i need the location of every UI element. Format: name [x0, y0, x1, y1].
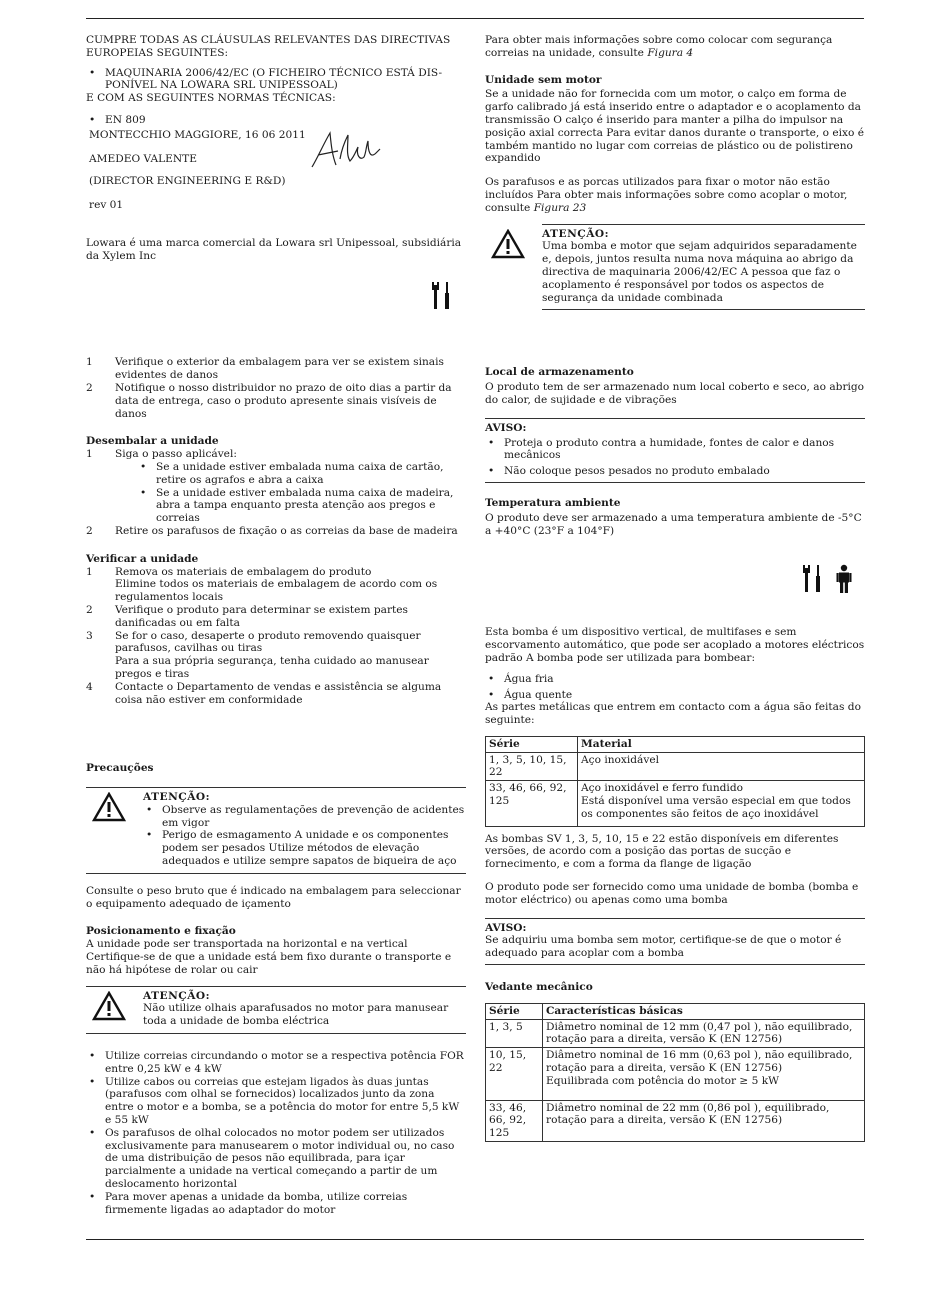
seal-table: [485, 1003, 865, 1142]
no-motor-text: Se a unidade não for fornecida com um motor, o calço em forma de garfo calibrado já está inserido entre o adaptador e o acoplamento da transmissão O calço é inserido para manter a pilha do impulsor na posição axial correcta Para evitar danos durante o transporte, o eixo é também mantido no lugar com correias de plástico ou de polistireno expandido: [485, 88, 864, 165]
list-item: 1 Remova os materiais de embalagem do produto Elimine todos os materiais de embalagem de acordo com os regulamentos locais: [86, 565, 438, 604]
unpack-sub-list: [115, 461, 466, 525]
table-cell: Diâmetro nominal de 12 mm (0,47 pol ), não equilibrado, rotação para a direita, versão K (EN 12756): [543, 1019, 865, 1048]
list-item: 3 Se for o caso, desaperte o produto removendo quaisquer parafusos, cavilhas ou tiras Para a sua própria segurança, tenha cuidado ao manusear pregos e tiras: [86, 629, 429, 680]
revision: rev 01: [89, 198, 124, 211]
warning-label: ATENÇÃO:: [542, 227, 610, 240]
place-date: MONTECCHIO MAGGIORE, 16 06 2011: [89, 128, 306, 141]
storage-text: O produto tem de ser armazenado num local coberto e seco, ao abrigo do calor, de sujidade e de vibrações: [485, 381, 865, 406]
table-row: [486, 1048, 865, 1100]
table-header-row: [486, 1003, 865, 1019]
lifting-list: [86, 1050, 466, 1216]
inspection-steps: [86, 356, 466, 420]
directive-list: [86, 67, 466, 93]
warning-item: • Perigo de esmagamento A unidade e os componentes podem ser pesados Utilize métodos de elevação adequados e utilize sempre sapatos de biqueira de aço: [143, 829, 466, 867]
table-cell: Diâmetro nominal de 22 mm (0,86 pol ), equilibrado, rotação para a direita, versão K (EN 12756): [543, 1100, 865, 1141]
table-header: Material: [578, 736, 865, 752]
table-cell: 33, 46, 66, 92, 125: [486, 1100, 543, 1141]
notice-label: AVISO:: [485, 921, 527, 934]
sub-item: • Se a unidade estiver embalada numa caixa de madeira, abra a tampa enquanto presta atenção aos pregos e correias: [137, 487, 466, 525]
seal-title: Vedante mecânico: [485, 981, 593, 994]
notice-item: • Não coloque pesos pesados no produto embalado: [485, 465, 865, 478]
list-item: 1 Siga o passo aplicável: • Se a unidade estiver embalada numa caixa de cartão, retire os agrafos e abra a caixa • Se a unidade estiver embalada numa caixa de madeira, abra a tampa enquanto presta atenção aos pregos e correias: [86, 448, 466, 525]
notice-label: AVISO:: [485, 421, 527, 434]
positioning-title: Posicionamento e fixação: [86, 925, 236, 938]
table-header: Série: [486, 1003, 543, 1019]
warning-box: [86, 787, 466, 874]
table-cell: 1, 3, 5, 10, 15, 22: [486, 752, 578, 781]
warning-label: ATENÇÃO:: [143, 989, 211, 1002]
sub-item: • Se a unidade estiver embalada numa caixa de cartão, retire os agrafos e abra a caixa: [137, 461, 466, 487]
list-item: 2 Retire os parafusos de fixação o as correias da base de madeira: [86, 524, 458, 537]
warning-list: [143, 804, 466, 868]
verify-title: Verificar a unidade: [86, 552, 199, 565]
belts-note: Para obter mais informações sobre como colocar com segurança correias na unidade, consulte Figura 4: [485, 34, 833, 59]
notice-item: • Proteja o produto contra a humidade, fontes de calor e danos mecânicos: [485, 437, 865, 463]
warning-text: Não utilize olhais aparafusados no motor para manusear toda a unidade de bomba eléctrica: [143, 1002, 449, 1028]
table-header-row: [486, 736, 865, 752]
supply-text: O produto pode ser fornecido como uma unidade de bomba (bomba e motor eléctrico) ou apenas como uma bomba: [485, 881, 859, 906]
table-header: Série: [486, 736, 578, 752]
storage-title: Local de armazenamento: [485, 366, 634, 379]
table-cell: Aço inoxidável e ferro fundido Está disponível uma versão especial em que todos os componentes são feitos de aço inoxidável: [578, 781, 865, 826]
pump-description: Esta bomba é um dispositivo vertical, de multifases e sem escorvamento automático, que pode ser acoplado a motores eléctricos padrão A bomba pode ser utilizada para bombear:: [485, 626, 865, 664]
top-rule: [86, 18, 864, 19]
table-header: Características básicas: [543, 1003, 865, 1019]
directive-item: • MAQUINARIA 2006/42/EC (O FICHEIRO TÉCNICO ESTÁ DIS-PONÍVEL NA LOWARA SRL UNIPESSOAL): [86, 67, 466, 93]
weight-note: Consulte o peso bruto que é indicado na embalagem para seleccionar o equipamento adequado de içamento: [86, 884, 461, 910]
table-row: [486, 1100, 865, 1141]
list-item: • Para mover apenas a unidade da bomba, utilize correias firmemente ligadas ao adaptador do motor: [86, 1191, 466, 1217]
temperature-title: Temperatura ambiente: [485, 496, 621, 509]
precautions-title: Precauções: [86, 762, 154, 775]
liquids-list: [485, 673, 865, 702]
warning-text: Uma bomba e motor que sejam adquiridos separadamente e, depois, juntos resulta numa nova máquina ao abrigo da directiva de maquinaria 2006/42/EC A pessoa que faz o acoplamento é responsável por todos os aspectos de segurança da unidade combinada: [542, 240, 857, 304]
norm-item: • EN 809: [86, 114, 466, 127]
temperature-text: O produto deve ser armazenado a uma temperatura ambiente de -5°C a +40°C (23°F a 104°F): [485, 511, 862, 537]
signatory-role: (DIRECTOR ENGINEERING E R&D): [89, 174, 286, 187]
warning-triangle-icon: [491, 229, 525, 259]
positioning-text: A unidade pode ser transportada na horizontal e na vertical Certifique-se de que a unidade está bem fixo durante o transporte e não há hipótese de rolar ou cair: [86, 938, 452, 976]
warning-box: [86, 986, 466, 1034]
signatory-name: AMEDEO VALENTE: [89, 152, 197, 165]
verify-steps: [86, 566, 466, 707]
warning-item: • Observe as regulamentações de prevenção de acidentes em vigor: [143, 804, 466, 830]
warning-triangle-icon: [92, 991, 126, 1021]
table-cell: Diâmetro nominal de 16 mm (0,63 pol ), não equilibrado, rotação para a direita, versão K (EN 12756) Equilibrada com potência do motor ≥ 5 kW: [543, 1048, 865, 1100]
table-cell: Aço inoxidável: [578, 752, 865, 781]
tools-icon: [802, 564, 824, 594]
list-item: 4 Contacte o Departamento de vendas e assistência se alguma coisa não estiver em conformidade: [86, 680, 442, 706]
table-row: [486, 781, 865, 826]
list-item: 1 Verifique o exterior da embalagem para ver se existem sinais evidentes de danos: [86, 356, 444, 382]
person-icon: [836, 564, 852, 594]
list-item: • Água fria: [485, 673, 865, 686]
norms-intro: E COM AS SEGUINTES NORMAS TÉCNICAS:: [86, 92, 336, 105]
tools-icon: [431, 281, 453, 315]
list-item: 2 Notifique o nosso distribuidor no prazo de oito dias a partir da data de entrega, caso o produto apresente sinais visíveis de danos: [86, 381, 452, 420]
declaration-intro: CUMPRE TODAS AS CLÁUSULAS RELEVANTES DAS DIRECTIVAS EUROPEIAS SEGUINTES:: [86, 34, 451, 59]
notice-box: [485, 418, 865, 483]
table-cell: 1, 3, 5: [486, 1019, 543, 1048]
list-item: 2 Verifique o produto para determinar se existem partes danificadas ou em falta: [86, 603, 408, 629]
material-table: [485, 736, 865, 827]
norm-list: [86, 114, 466, 127]
unpack-title: Desembalar a unidade: [86, 435, 219, 448]
brand-note: Lowara é uma marca comercial da Lowara srl Unipessoal, subsidiária da Xylem Inc: [86, 236, 462, 262]
signature-image: [310, 129, 382, 171]
list-item: • Os parafusos de olhal colocados no motor podem ser utilizados exclusivamente para manusearem o motor individual ou, no caso de uma distribuição de pesos não equilibrada, para içar parcialmente a unidade na vertical começando a partir de um deslocamento horizontal: [86, 1127, 466, 1191]
series-text: As bombas SV 1, 3, 5, 10, 15 e 22 estão disponíveis em diferentes versões, de acordo com a posição das portas de sucção e fornecimento, e com a forma da flange de ligação: [485, 832, 839, 871]
table-cell: 33, 46, 66, 92, 125: [486, 781, 578, 826]
list-item: • Utilize cabos ou correias que estejam ligados às duas juntas (parafusos com olhal se fornecidos) localizados junto da zona entre o motor e a bomba, se a potência do motor for entre 5,5 kW e 55 kW: [86, 1076, 466, 1127]
table-row: [486, 752, 865, 781]
bottom-rule: [86, 1239, 864, 1240]
list-item: • Utilize correias circundando o motor se a respectiva potência FOR entre 0,25 kW e 4 kW: [86, 1050, 466, 1076]
table-cell: 10, 15, 22: [486, 1048, 543, 1100]
notice-text: Se adquiriu uma bomba sem motor, certifique-se de que o motor é adequado para acoplar com a bomba: [485, 934, 842, 960]
warning-box: [542, 224, 865, 311]
notice-list: [485, 437, 865, 478]
unpack-steps: [86, 448, 466, 538]
right-column: [485, 34, 865, 1142]
screws-note: Os parafusos e as porcas utilizados para fixar o motor não estão incluídos Para obter mais informações sobre como acoplar o motor, consulte Figura 23: [485, 176, 848, 214]
no-motor-title: Unidade sem motor: [485, 73, 602, 86]
metal-intro: As partes metálicas que entrem em contacto com a água são feitas do seguinte:: [485, 701, 861, 727]
list-item: • Água quente: [485, 689, 865, 702]
table-row: [486, 1019, 865, 1048]
left-column: [86, 34, 466, 1216]
warning-label: ATENÇÃO:: [143, 791, 211, 804]
warning-triangle-icon: [92, 792, 126, 822]
notice-box: [485, 918, 865, 965]
